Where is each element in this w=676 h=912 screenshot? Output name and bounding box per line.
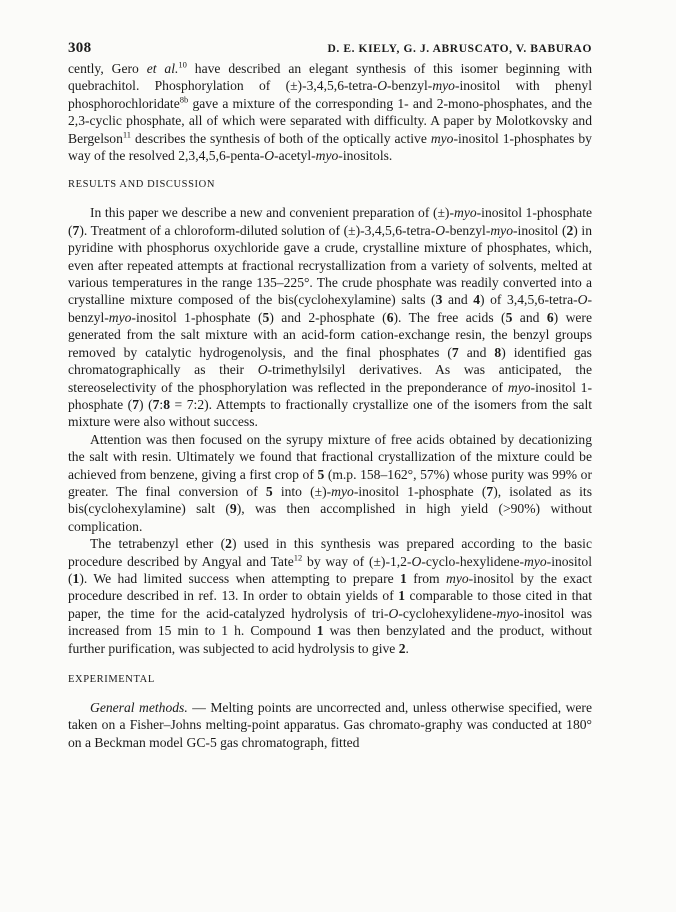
section-heading-experimental: EXPERIMENTAL — [68, 674, 155, 685]
page-number: 308 — [68, 40, 92, 56]
page-header — [68, 40, 592, 60]
results-paragraph-2: Attention was then focused on the syrupy mixture of free acids obtained by decationizing the salt with resin. Ultimately we found that fractional crystallization of the mixture could be achieved from benzene, giving a first crop of 5 (m.p. 158–162°, 57%) whose purity was 99% or greater. The final conversion of 5 into (±)-myo-inositol 1-phosphate (7), isolated as its bis(cyclohexylamine) salt (9), was then accomplished in high yield (>90%) without complication. — [68, 431, 592, 534]
running-head-authors: D. E. KIELY, G. J. ABRUSCATO, V. BABURAO — [327, 43, 592, 55]
section-heading-results: RESULTS AND DISCUSSION — [68, 179, 216, 191]
results-paragraph-3: The tetrabenzyl ether (2) used in this synthesis was prepared according to the basic procedure described by Angyal and Tate$^{12}$ by way of (±)-1,2-O-cyclo-hexylidene-myo-inositol (1). We had limited success when attempting to prepare 1 from myo-inositol by the exact procedure described in ref. 13. In order to obtain yields of 1 comparable to those cited in that paper, the time for the acid-catalyzed hydrolysis of tri-O-cyclohexylidene-myo-inositol was increased from 15 min to 1 h. Compound 1 was then benzylated and the product, without further purification, was subjected to acid hydrolysis to give 2. — [68, 536, 592, 656]
intro-paragraph: cently, Gero et al.$^{10}$ have described an elegant synthesis of this isomer beginning with quebrachitol. Phosphorylation of (±)-3,4,5,6-tetra-O-benzyl-myo-inositol with phenyl phosphorochloridate$^{8b}$ gave a mixture of the corresponding 1- and 2-mono-phosphates, and the 2,3-cyclic phosphate, all of which were separated with difficulty. A paper by Molotkovsky and Bergelson$^{11}$ describes the synthesis of both of the optically active myo-inositol 1-phosphates by way of the resolved 2,3,4,5,6-penta-O-acetyl-myo-inositols. — [68, 59, 593, 164]
article-body — [68, 60, 592, 751]
experimental-paragraph-1: General methods. — Melting points are uncorrected and, unless otherwise specified, were taken on a Fisher–Johns melting-point apparatus. Gas chromato-graphy was conducted at 180° on a Beckman model GC-5 gas chromatograph, fitted — [68, 700, 592, 750]
results-paragraph-1: In this paper we describe a new and convenient preparation of (±)-myo-inositol 1-phosphate (7). Treatment of a chloroform-diluted solution of (±)-3,4,5,6-tetra-O-benzyl-myo-inositol (2) in pyridine with phosphorus oxychloride gave a crude, crystalline mixture of phosphates, which, even after repeated attempts at fractional recrystallization from a variety of solvents, melted at various temperatures in the range 135–225°. The crude phosphate was readily converted into a crystalline mixture composed of the bis(cyclohexylamine) salts (3 and 4) of 3,4,5,6-tetra-O-benzyl-myo-inositol 1-phosphate (5) and 2-phosphate (6). The free acids (5 and 6) were generated from the salt mixture with an acid-form cation-exchange resin, the benzyl groups removed by catalytic hydrogenolysis, and the final phosphates (7 and 8) identified gas chromatographically as their O-trimethylsilyl derivatives. As was anticipated, the stereoselectivity of the phosphorylation was reflected in the preponderance of myo-inositol 1-phosphate (7) (7:8 = 7:2). Attempts to fractionally crystallize one of the isomers from the salt mixture were also without success. — [68, 205, 593, 430]
